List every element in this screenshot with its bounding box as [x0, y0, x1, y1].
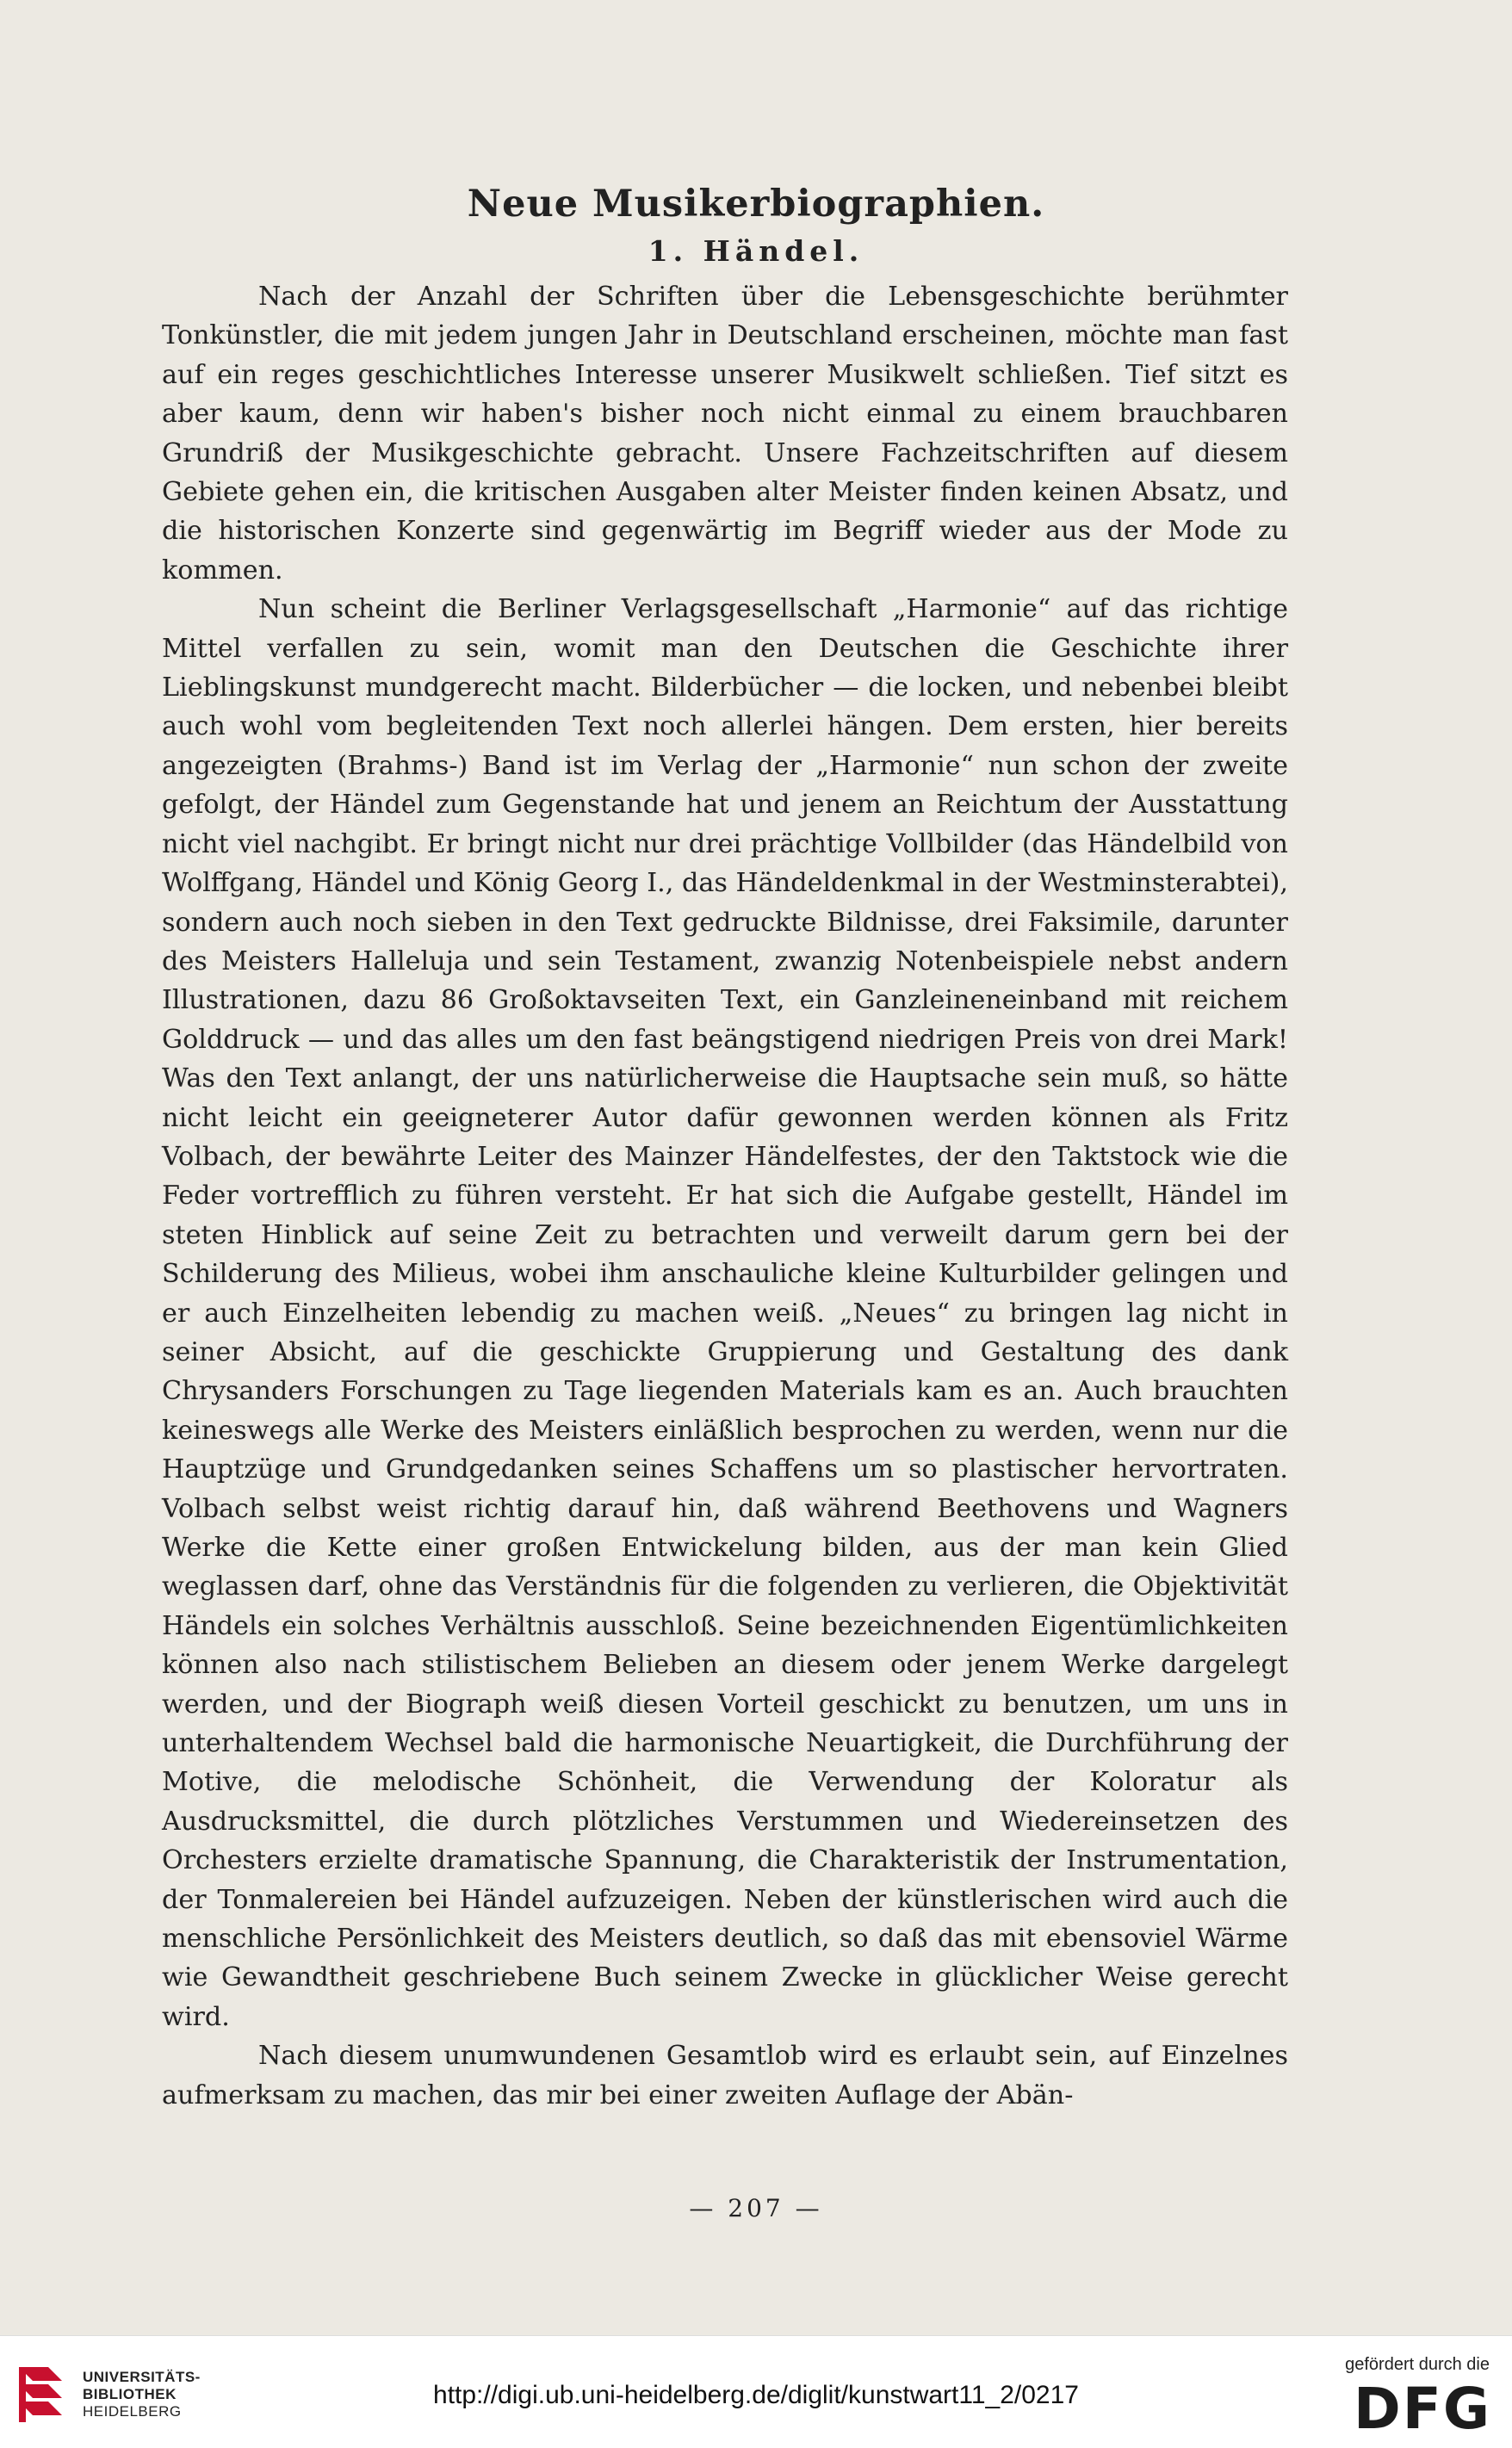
viewer-footer	[0, 2335, 1512, 2448]
article-title: Neue Musikerbiographien.	[467, 183, 1045, 226]
page-number: — 207 —	[689, 2194, 823, 2222]
paragraph-3: Nach diesem unumwundenen Gesamtlob wird es erlaubt sein, auf Einzelnes aufmerksam zu machen, das mir bei einer zweiten Auflage der Abän-	[162, 2041, 1288, 2110]
sponsor-label: gefördert durch die	[1345, 2355, 1490, 2374]
library-name-line-2: BIBLIOTHEK	[83, 2386, 177, 2402]
library-name-line-3: HEIDELBERG	[83, 2403, 182, 2420]
article-subtitle: 1. Händel.	[648, 234, 864, 268]
library-name-line-1: UNIVERSITÄTS-	[83, 2369, 201, 2385]
permalink-url[interactable]: http://digi.ub.uni-heidelberg.de/diglit/kunstwart11_2/0217	[433, 2381, 1079, 2409]
paragraph-2: Nun scheint die Berliner Verlagsgesellschaft „Harmonie“ auf das richtige Mittel verfallen zu sein, womit man den Deutschen die Geschichte ihrer Lieblingskunst mundgerecht macht. Bilderbücher — die locken, und nebenbei bleibt auch wohl vom begleitenden Text noch allerlei hängen. Dem ersten, hier bereits angezeigten (Brahms-) Band ist im Verlag der „Harmonie“ nun schon der zweite gefolgt, der Händel zum Gegenstande hat und jenem an Reichtum der Ausstattung nicht viel nachgibt. Er bringt nicht nur drei prächtige Vollbilder (das Händelbild von Wolffgang, Händel und König Georg I., das Händeldenkmal in der Westminsterabtei), sondern auch noch sieben in den Text gedruckte Bildnisse, drei Faksimile, darunter des Meisters Halleluja und sein Testament, zwanzig Notenbeispiele nebst andern Illustrationen, dazu 86 Großoktavseiten Text, ein Ganzleineneinband mit reichem Golddruck — und das alles um den fast beängstigend niedrigen Preis von drei Mark! Was den Text anlangt, der uns natürlicherweise die Hauptsache sein muß, so hätte nicht leicht ein geeigneterer Autor dafür gewonnen werden können als Fritz Volbach, der bewährte Leiter des Mainzer Händelfestes, der den Taktstock wie die Feder vortrefflich zu führen versteht. Er hat sich die Aufgabe gestellt, Händel im steten Hinblick auf seine Zeit zu betrachten und verweilt darum gern bei der Schilderung des Milieus, wobei ihm anschauliche kleine Kulturbilder gelingen und er auch Einzelheiten lebendig zu machen weiß. „Neues“ zu bringen lag nicht in seiner Absicht, auf die geschickte Gruppierung und Gestaltung des dank Chrysanders Forschungen zu Tage liegenden Materials kam es an. Auch brauchten keineswegs alle Werke des Meisters einläßlich besprochen zu werden, wenn nur die Hauptzüge und Grundgedanken seines Schaffens um so plastischer hervortraten. Volbach selbst weist richtig darauf hin, daß während Beethovens und Wagners Werke die Kette einer großen Entwickelung bilden, aus der man kein Glied weglassen darf, ohne das Verständnis für die folgenden zu verlieren, die Objektivität Händels ein solches Verhältnis ausschloß. Seine bezeichnenden Eigentümlichkeiten können also nach stilistischem Belieben an diesem oder jenem Werke dargelegt werden, und der Biograph weiß diesen Vorteil geschickt zu benutzen, um uns in unterhaltendem Wechsel bald die harmonische Neuartigkeit, die Durchführung der Motive, die melodische Schönheit, die Verwendung der Koloratur als Ausdrucksmittel, die durch plötzliches Verstummen und Wiedereinsetzen des Orchesters erzielte dramatische Spannung, die Charakteristik der Instrumentation, der Tonmalereien bei Händel aufzuzeigen. Neben der künstlerischen wird auch die menschliche Persönlichkeit des Meisters deutlich, so daß das mit ebensoviel Wärme wie Gewandtheit geschriebene Buch seinem Zwecke in glücklicher Weise gerecht wird.	[162, 594, 1288, 2032]
paragraph-1: Nach der Anzahl der Schriften über die Lebensgeschichte berühmter Tonkünstler, die mit jedem jungen Jahr in Deutschland erscheinen, möchte man fast auf ein reges geschichtliches Interesse unserer Musikwelt schließen. Tief sitzt es aber kaum, denn wir haben's bisher noch nicht einmal zu einem brauchbaren Grundriß der Musikgeschichte gebracht. Unsere Fachzeitschriften auf diesem Gebiete gehen ein, die kritischen Ausgaben alter Meister finden keinen Absatz, und die historischen Konzerte sind gegenwärtig im Begriff wieder aus der Mode zu kommen.	[162, 282, 1288, 586]
dfg-logo-icon[interactable]: DFG	[1353, 2376, 1491, 2442]
article-body	[162, 277, 1288, 2115]
